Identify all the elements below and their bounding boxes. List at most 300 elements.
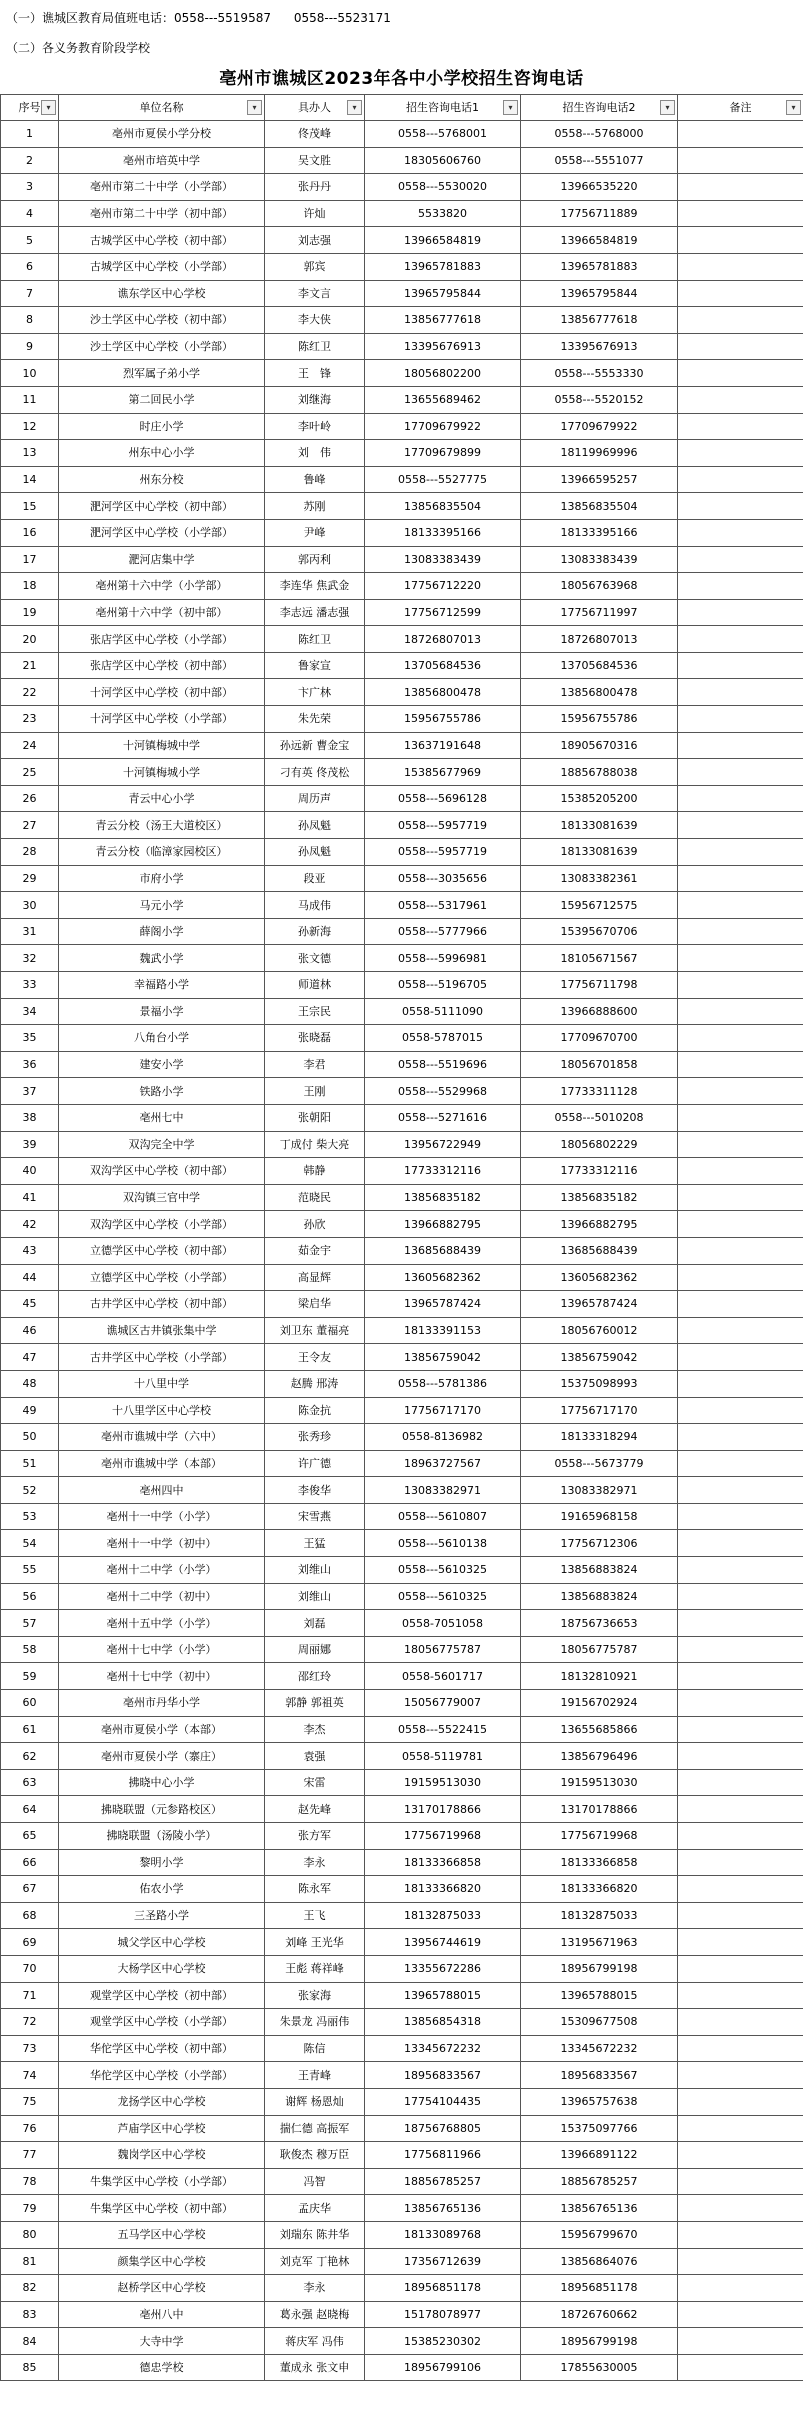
table-row [1, 2062, 803, 2089]
cell-phone-1: 13355672286 [365, 1955, 521, 1982]
table-row [1, 1876, 803, 1903]
cell-phone-2: 18056775787 [521, 1636, 678, 1663]
cell-unit-name: 沙土学区中心学校（小学部） [59, 333, 265, 360]
cell-phone-2: 0558---5010208 [521, 1104, 678, 1131]
cell-unit-name: 建安小学 [59, 1051, 265, 1078]
cell-phone-1: 15178078977 [365, 2301, 521, 2328]
cell-unit-name: 城父学区中心学校 [59, 1929, 265, 1956]
cell-index: 82 [1, 2275, 59, 2302]
table-row [1, 1557, 803, 1584]
table-row [1, 2221, 803, 2248]
cell-contact-person: 孙欣 [265, 1211, 365, 1238]
cell-phone-1: 15385677969 [365, 759, 521, 786]
cell-phone-2: 17756711889 [521, 200, 678, 227]
cell-unit-name: 亳州十七中学（小学） [59, 1636, 265, 1663]
cell-contact-person: 蒋庆军 冯伟 [265, 2328, 365, 2355]
cell-index: 34 [1, 998, 59, 1025]
cell-unit-name: 亳州市丹华小学 [59, 1690, 265, 1717]
cell-contact-person: 王彪 蒋祥峰 [265, 1955, 365, 1982]
cell-phone-1: 18133366858 [365, 1849, 521, 1876]
cell-unit-name: 青云分校（临漳家园校区） [59, 839, 265, 866]
cell-phone-2: 19165968158 [521, 1503, 678, 1530]
cell-phone-2: 18056802229 [521, 1131, 678, 1158]
table-row [1, 1902, 803, 1929]
cell-remarks [678, 147, 803, 174]
cell-unit-name: 颜集学区中心学校 [59, 2248, 265, 2275]
cell-remarks [678, 1796, 803, 1823]
cell-phone-2: 18956851178 [521, 2275, 678, 2302]
cell-phone-1: 18726807013 [365, 626, 521, 653]
cell-phone-2: 15375097766 [521, 2115, 678, 2142]
table-row [1, 998, 803, 1025]
cell-phone-2: 13395676913 [521, 333, 678, 360]
table-row [1, 1291, 803, 1318]
section-heading: （二）各义务教育阶段学校 [6, 41, 151, 55]
cell-remarks [678, 1503, 803, 1530]
table-row [1, 1370, 803, 1397]
cell-unit-name: 张店学区中心学校（小学部） [59, 626, 265, 653]
header-label: 备注 [729, 101, 752, 114]
cell-phone-2: 13705684536 [521, 652, 678, 679]
table-row [1, 1051, 803, 1078]
cell-index: 77 [1, 2142, 59, 2169]
cell-phone-2: 18726807013 [521, 626, 678, 653]
cell-index: 39 [1, 1131, 59, 1158]
cell-phone-2: 18856785257 [521, 2168, 678, 2195]
cell-phone-2: 15375098993 [521, 1370, 678, 1397]
cell-unit-name: 魏武小学 [59, 945, 265, 972]
cell-unit-name: 拂晓联盟（元参路校区） [59, 1796, 265, 1823]
cell-phone-1: 13856854318 [365, 2009, 521, 2036]
table-row [1, 1131, 803, 1158]
filter-dropdown-icon[interactable]: ▾ [786, 100, 801, 115]
cell-remarks [678, 998, 803, 1025]
cell-remarks [678, 1184, 803, 1211]
cell-phone-1: 0558---5527775 [365, 466, 521, 493]
cell-phone-1: 18305606760 [365, 147, 521, 174]
cell-phone-2: 15309677508 [521, 2009, 678, 2036]
cell-remarks [678, 918, 803, 945]
cell-index: 75 [1, 2088, 59, 2115]
cell-phone-2: 15956712575 [521, 892, 678, 919]
cell-remarks [678, 1131, 803, 1158]
cell-remarks [678, 865, 803, 892]
cell-phone-2: 15956799670 [521, 2221, 678, 2248]
cell-unit-name: 时庄小学 [59, 413, 265, 440]
cell-phone-2: 19156702924 [521, 1690, 678, 1717]
table-row [1, 706, 803, 733]
cell-contact-person: 卞广林 [265, 679, 365, 706]
cell-contact-person: 张丹丹 [265, 174, 365, 201]
cell-index: 22 [1, 679, 59, 706]
table-row [1, 200, 803, 227]
cell-unit-name: 淝河学区中心学校（小学部） [59, 519, 265, 546]
cell-contact-person: 张文德 [265, 945, 365, 972]
cell-remarks [678, 732, 803, 759]
cell-remarks [678, 892, 803, 919]
cell-index: 11 [1, 386, 59, 413]
cell-phone-1: 0558---5610325 [365, 1583, 521, 1610]
table-row [1, 360, 803, 387]
table-row [1, 839, 803, 866]
cell-remarks [678, 945, 803, 972]
cell-remarks [678, 466, 803, 493]
table-row [1, 1743, 803, 1770]
cell-remarks [678, 1424, 803, 1451]
cell-index: 60 [1, 1690, 59, 1717]
cell-phone-2: 0558---5553330 [521, 360, 678, 387]
cell-phone-2: 13965757638 [521, 2088, 678, 2115]
cell-index: 25 [1, 759, 59, 786]
cell-remarks [678, 1557, 803, 1584]
cell-contact-person: 陈金抗 [265, 1397, 365, 1424]
cell-phone-1: 17756712220 [365, 573, 521, 600]
table-row [1, 2009, 803, 2036]
table-row [1, 440, 803, 467]
cell-phone-1: 13856759042 [365, 1344, 521, 1371]
cell-unit-name: 牛集学区中心学校（初中部） [59, 2195, 265, 2222]
cell-unit-name: 古城学区中心学校（小学部） [59, 253, 265, 280]
cell-contact-person: 许灿 [265, 200, 365, 227]
cell-contact-person: 王 锋 [265, 360, 365, 387]
cell-unit-name: 市府小学 [59, 865, 265, 892]
cell-remarks [678, 2195, 803, 2222]
cell-index: 4 [1, 200, 59, 227]
table-row [1, 679, 803, 706]
cell-index: 67 [1, 1876, 59, 1903]
cell-contact-person: 李连华 焦武金 [265, 573, 365, 600]
cell-phone-1: 0558---5529968 [365, 1078, 521, 1105]
cell-phone-2: 18956799198 [521, 1955, 678, 1982]
cell-index: 81 [1, 2248, 59, 2275]
cell-remarks [678, 2115, 803, 2142]
cell-contact-person: 陈信 [265, 2035, 365, 2062]
table-row [1, 1503, 803, 1530]
cell-index: 62 [1, 1743, 59, 1770]
cell-index: 31 [1, 918, 59, 945]
cell-contact-person: 李俊华 [265, 1477, 365, 1504]
cell-index: 80 [1, 2221, 59, 2248]
cell-remarks [678, 679, 803, 706]
cell-contact-person: 郭静 郭祖英 [265, 1690, 365, 1717]
cell-unit-name: 拂晓中心小学 [59, 1769, 265, 1796]
cell-phone-2: 13083383439 [521, 546, 678, 573]
cell-contact-person: 丁成付 柴大亮 [265, 1131, 365, 1158]
cell-phone-1: 0558---5781386 [365, 1370, 521, 1397]
cell-index: 85 [1, 2354, 59, 2381]
table-row [1, 1397, 803, 1424]
filter-dropdown-icon[interactable]: ▾ [503, 100, 518, 115]
table-row [1, 519, 803, 546]
table-row [1, 1663, 803, 1690]
cell-phone-2: 18133366820 [521, 1876, 678, 1903]
cell-phone-2: 15395670706 [521, 918, 678, 945]
cell-phone-1: 17756717170 [365, 1397, 521, 1424]
cell-phone-2: 17756712306 [521, 1530, 678, 1557]
cell-contact-person: 鲁家宣 [265, 652, 365, 679]
cell-phone-1: 15385230302 [365, 2328, 521, 2355]
cell-remarks [678, 333, 803, 360]
table-row [1, 2275, 803, 2302]
cell-remarks [678, 1344, 803, 1371]
cell-phone-1: 0558-5787015 [365, 1025, 521, 1052]
cell-phone-1: 13856835504 [365, 493, 521, 520]
cell-unit-name: 五马学区中心学校 [59, 2221, 265, 2248]
cell-remarks [678, 1317, 803, 1344]
cell-phone-2: 17756711798 [521, 972, 678, 999]
cell-index: 84 [1, 2328, 59, 2355]
cell-contact-person: 郭宾 [265, 253, 365, 280]
cell-contact-person: 张晓磊 [265, 1025, 365, 1052]
cell-remarks [678, 1610, 803, 1637]
cell-phone-2: 13856883824 [521, 1557, 678, 1584]
cell-unit-name: 亳州十二中学（初中） [59, 1583, 265, 1610]
cell-unit-name: 马元小学 [59, 892, 265, 919]
cell-phone-2: 13966595257 [521, 466, 678, 493]
cell-contact-person: 邵红玲 [265, 1663, 365, 1690]
cell-phone-2: 13083382361 [521, 865, 678, 892]
cell-contact-person: 张朝阳 [265, 1104, 365, 1131]
cell-phone-2: 18905670316 [521, 732, 678, 759]
cell-phone-1: 13856800478 [365, 679, 521, 706]
cell-index: 3 [1, 174, 59, 201]
cell-remarks [678, 1929, 803, 1956]
cell-phone-1: 0558---5777966 [365, 918, 521, 945]
table-row [1, 1583, 803, 1610]
cell-remarks [678, 1849, 803, 1876]
cell-unit-name: 亳州市第二十中学（小学部） [59, 174, 265, 201]
cell-phone-2: 13966584819 [521, 227, 678, 254]
cell-phone-2: 13195671963 [521, 1929, 678, 1956]
cell-unit-name: 龙扬学区中心学校 [59, 2088, 265, 2115]
cell-phone-2: 18133395166 [521, 519, 678, 546]
cell-remarks [678, 573, 803, 600]
cell-contact-person: 李叶岭 [265, 413, 365, 440]
cell-phone-1: 18056775787 [365, 1636, 521, 1663]
cell-unit-name: 亳州十五中学（小学） [59, 1610, 265, 1637]
cell-index: 73 [1, 2035, 59, 2062]
filter-dropdown-icon[interactable]: ▾ [41, 100, 56, 115]
cell-phone-1: 17756712599 [365, 599, 521, 626]
table-row [1, 1690, 803, 1717]
table-row [1, 280, 803, 307]
cell-phone-2: 0558---5673779 [521, 1450, 678, 1477]
cell-index: 1 [1, 121, 59, 148]
cell-index: 42 [1, 1211, 59, 1238]
cell-index: 8 [1, 307, 59, 334]
cell-contact-person: 陈红卫 [265, 626, 365, 653]
cell-remarks [678, 1955, 803, 1982]
cell-phone-1: 0558---5519696 [365, 1051, 521, 1078]
cell-index: 12 [1, 413, 59, 440]
cell-contact-person: 陈红卫 [265, 333, 365, 360]
cell-contact-person: 周丽娜 [265, 1636, 365, 1663]
table-row [1, 253, 803, 280]
table-row [1, 918, 803, 945]
table-row [1, 2115, 803, 2142]
cell-phone-2: 0558---5768000 [521, 121, 678, 148]
cell-phone-1: 13655689462 [365, 386, 521, 413]
cell-remarks [678, 200, 803, 227]
filter-dropdown-icon[interactable]: ▾ [660, 100, 675, 115]
cell-remarks [678, 2275, 803, 2302]
table-row [1, 1955, 803, 1982]
cell-index: 43 [1, 1237, 59, 1264]
cell-unit-name: 铁路小学 [59, 1078, 265, 1105]
cell-phone-1: 13170178866 [365, 1796, 521, 1823]
table-row [1, 147, 803, 174]
cell-unit-name: 双沟学区中心学校（初中部） [59, 1158, 265, 1185]
cell-phone-2: 13965795844 [521, 280, 678, 307]
cell-contact-person: 宋雷 [265, 1769, 365, 1796]
cell-remarks [678, 2301, 803, 2328]
table-row [1, 759, 803, 786]
table-row [1, 1078, 803, 1105]
cell-index: 18 [1, 573, 59, 600]
cell-phone-1: 18133391153 [365, 1317, 521, 1344]
cell-phone-1: 18132875033 [365, 1902, 521, 1929]
cell-contact-person: 刘维山 [265, 1583, 365, 1610]
table-row [1, 333, 803, 360]
cell-contact-person: 刘志强 [265, 227, 365, 254]
cell-phone-1: 18963727567 [365, 1450, 521, 1477]
header-label: 单位名称 [139, 101, 184, 114]
cell-phone-1: 0558---5522415 [365, 1716, 521, 1743]
cell-index: 24 [1, 732, 59, 759]
cell-remarks [678, 1264, 803, 1291]
table-row [1, 2168, 803, 2195]
cell-remarks [678, 121, 803, 148]
cell-remarks [678, 1025, 803, 1052]
cell-index: 23 [1, 706, 59, 733]
cell-index: 7 [1, 280, 59, 307]
cell-unit-name: 青云中心小学 [59, 785, 265, 812]
cell-phone-1: 13637191648 [365, 732, 521, 759]
header-unit-name [59, 95, 265, 121]
cell-phone-1: 13083382971 [365, 1477, 521, 1504]
filter-dropdown-icon[interactable]: ▾ [247, 100, 262, 115]
header-phone-2 [521, 95, 678, 121]
cell-phone-2: 13856800478 [521, 679, 678, 706]
cell-index: 32 [1, 945, 59, 972]
cell-unit-name: 州东中心小学 [59, 440, 265, 467]
cell-remarks [678, 1104, 803, 1131]
cell-phone-1: 13965795844 [365, 280, 521, 307]
cell-contact-person: 董成永 张文申 [265, 2354, 365, 2381]
cell-index: 46 [1, 1317, 59, 1344]
cell-contact-person: 刘卫东 董福亮 [265, 1317, 365, 1344]
cell-index: 45 [1, 1291, 59, 1318]
table-row [1, 785, 803, 812]
filter-dropdown-icon[interactable]: ▾ [347, 100, 362, 115]
cell-contact-person: 朱景龙 冯丽伟 [265, 2009, 365, 2036]
cell-phone-1: 0558---5610325 [365, 1557, 521, 1584]
cell-unit-name: 谯城区古井镇张集中学 [59, 1317, 265, 1344]
cell-phone-2: 17855630005 [521, 2354, 678, 2381]
cell-phone-1: 0558-8136982 [365, 1424, 521, 1451]
cell-phone-2: 15385205200 [521, 785, 678, 812]
cell-contact-person: 冯智 [265, 2168, 365, 2195]
cell-index: 14 [1, 466, 59, 493]
cell-unit-name: 双沟镇三官中学 [59, 1184, 265, 1211]
table-row [1, 1184, 803, 1211]
cell-contact-person: 张秀珍 [265, 1424, 365, 1451]
cell-phone-1: 18956833567 [365, 2062, 521, 2089]
cell-remarks [678, 1636, 803, 1663]
table-row [1, 652, 803, 679]
cell-contact-person: 刘瑞东 陈井华 [265, 2221, 365, 2248]
cell-index: 33 [1, 972, 59, 999]
cell-remarks [678, 2009, 803, 2036]
cell-unit-name: 华佗学区中心学校（小学部） [59, 2062, 265, 2089]
cell-remarks [678, 2062, 803, 2089]
table-row [1, 1849, 803, 1876]
cell-index: 65 [1, 1823, 59, 1850]
cell-phone-2: 13966882795 [521, 1211, 678, 1238]
cell-contact-person: 王宗民 [265, 998, 365, 1025]
cell-remarks [678, 785, 803, 812]
cell-index: 28 [1, 839, 59, 866]
cell-phone-1: 18956799106 [365, 2354, 521, 2381]
table-row [1, 945, 803, 972]
cell-phone-1: 17733312116 [365, 1158, 521, 1185]
header-remarks [678, 95, 803, 121]
cell-unit-name: 十八里学区中心学校 [59, 1397, 265, 1424]
cell-contact-person: 刘维山 [265, 1557, 365, 1584]
cell-phone-1: 0558-5119781 [365, 1743, 521, 1770]
cell-phone-2: 13856796496 [521, 1743, 678, 1770]
cell-index: 51 [1, 1450, 59, 1477]
cell-remarks [678, 1051, 803, 1078]
cell-phone-2: 13655685866 [521, 1716, 678, 1743]
cell-remarks [678, 1237, 803, 1264]
table-row [1, 493, 803, 520]
cell-contact-person: 茹金宇 [265, 1237, 365, 1264]
cell-unit-name: 第二回民小学 [59, 386, 265, 413]
cell-unit-name: 十河学区中心学校（初中部） [59, 679, 265, 706]
cell-remarks [678, 1743, 803, 1770]
cell-unit-name: 谯东学区中心学校 [59, 280, 265, 307]
cell-remarks [678, 1291, 803, 1318]
cell-phone-1: 5533820 [365, 200, 521, 227]
cell-phone-2: 13965781883 [521, 253, 678, 280]
cell-remarks [678, 280, 803, 307]
cell-index: 37 [1, 1078, 59, 1105]
cell-phone-2: 13605682362 [521, 1264, 678, 1291]
cell-contact-person: 朱先荣 [265, 706, 365, 733]
cell-unit-name: 亳州十七中学（初中） [59, 1663, 265, 1690]
cell-remarks [678, 2248, 803, 2275]
cell-phone-2: 13966888600 [521, 998, 678, 1025]
cell-contact-person: 孟庆华 [265, 2195, 365, 2222]
cell-phone-2: 17756717170 [521, 1397, 678, 1424]
table-row [1, 1929, 803, 1956]
cell-contact-person: 孙凤魁 [265, 839, 365, 866]
cell-phone-2: 17756719968 [521, 1823, 678, 1850]
cell-index: 48 [1, 1370, 59, 1397]
cell-phone-2: 18056760012 [521, 1317, 678, 1344]
cell-index: 50 [1, 1424, 59, 1451]
cell-unit-name: 古井学区中心学校（初中部） [59, 1291, 265, 1318]
cell-unit-name: 亳州市夏侯小学（寨庄） [59, 1743, 265, 1770]
cell-index: 38 [1, 1104, 59, 1131]
cell-unit-name: 十河学区中心学校（小学部） [59, 706, 265, 733]
cell-remarks [678, 1663, 803, 1690]
cell-phone-2: 18856788038 [521, 759, 678, 786]
cell-phone-1: 17756719968 [365, 1823, 521, 1850]
cell-unit-name: 魏岗学区中心学校 [59, 2142, 265, 2169]
cell-unit-name: 亳州十二中学（小学） [59, 1557, 265, 1584]
